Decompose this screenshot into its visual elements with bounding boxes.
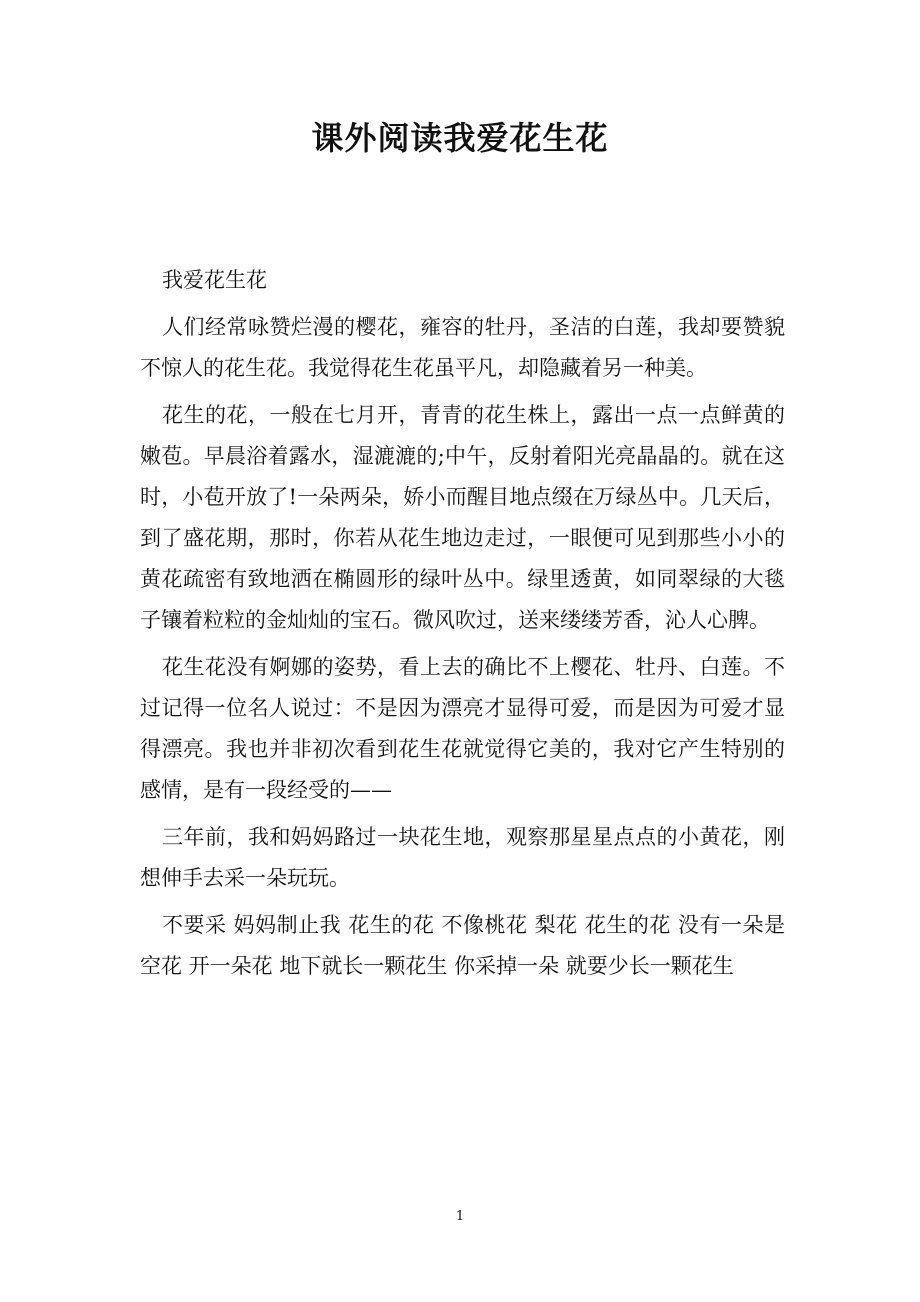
paragraph-dialogue: 不要采 妈妈制止我 花生的花 不像桃花 梨花 花生的花 没有一朵是空花 开一朵花 地下就长一颗花生 你采掉一朵 就要少长一颗花生 [140, 913, 785, 978]
page-number: 1 [455, 1209, 465, 1224]
document-body [140, 260, 785, 993]
section-heading: 我爱花生花 [162, 268, 267, 292]
paragraph-description: 花生的花，一般在七月开，青青的花生株上，露出一点一点鲜黄的嫩苞。早晨浴着露水，湿漉漉的;中午，反射着阳光亮晶晶的。就在这时，小苞开放了!一朵两朵，娇小而醒目地点缀在万绿丛中。几天后，到了盛花期，那时，你若从花生地边走过，一眼便可见到那些小小的黄花疏密有致地洒在椭圆形的绿叶丛中。绿里透黄，如同翠绿的大毯子镶着粒粒的金灿灿的宝石。微风吹过，送来缕缕芳香，沁人心脾。 [140, 403, 785, 632]
document-title: 课外阅读我爱花生花 [311, 119, 609, 157]
paragraph-intro: 人们经常咏赞烂漫的樱花，雍容的牡丹，圣洁的白莲，我却要赞貌不惊人的花生花。我觉得花生花虽平凡，却隐藏着另一种美。 [140, 315, 785, 380]
paragraph-reflection: 花生花没有婀娜的姿势，看上去的确比不上樱花、牡丹、白莲。不过记得一位名人说过：不是因为漂亮才显得可爱，而是因为可爱才显得漂亮。我也并非初次看到花生花就觉得它美的，我对它产生特别的感情，是有一段经受的—— [140, 655, 785, 802]
paragraph-memory: 三年前，我和妈妈路过一块花生地，观察那星星点点的小黄花，刚想伸手去采一朵玩玩。 [140, 825, 785, 890]
